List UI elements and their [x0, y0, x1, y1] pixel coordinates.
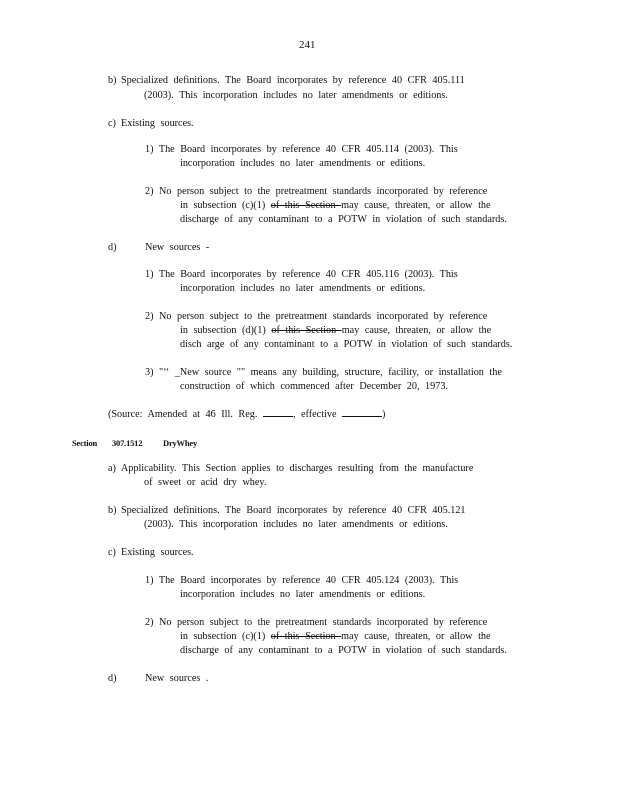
subsection-c-label: c)	[108, 547, 116, 558]
subsection-reference: in subsection (d)(1)	[180, 325, 266, 336]
subsection-reference: in subsection (c)(1)	[180, 631, 266, 642]
paragraph-d1-line-1: 1) The Board incorporates by reference 40 CFR 405.116 (2003). This	[145, 269, 458, 280]
source-note-close: )	[382, 409, 386, 420]
section-heading-number: 307.1512	[112, 438, 143, 448]
blank-register-page	[263, 407, 293, 417]
section-heading-label: Section	[72, 438, 98, 448]
defined-term: _New source ""	[174, 367, 246, 378]
struck-text: of this Section	[271, 325, 342, 336]
subsection-a-line-2: of sweet or acid dry whey.	[144, 477, 267, 488]
paragraph-d2-line-2	[180, 324, 491, 338]
paragraph-c2-line-3: discharge of any contaminant to a POTW in violation of such standards.	[180, 214, 507, 225]
paragraph-c1-line-2: incorporation includes no later amendments or editions.	[180, 158, 426, 169]
paragraph-c1-line-1: 1) The Board incorporates by reference 40 CFR 405.124 (2003). This	[145, 575, 459, 586]
struck-text: of this Section	[270, 200, 342, 211]
quote-marks: 3) "‘‘	[145, 367, 170, 378]
struck-text: of this Section	[270, 631, 342, 642]
section-heading-title: DryWhey	[163, 438, 198, 448]
subsection-b-line-1: Specialized definitions. The Board incorporates by reference 40 CFR 405.111	[121, 75, 465, 86]
subsection-b-label: b)	[108, 505, 117, 516]
paragraph-c2-line-2	[180, 630, 491, 644]
paragraph-c2-line-1: 2) No person subject to the pretreatment standards incorporated by reference	[145, 617, 488, 628]
paragraph-d3-line-2: construction of which commenced after December 20, 1973.	[180, 381, 448, 392]
subsection-c-label: c)	[108, 118, 116, 129]
paragraph-d1-line-2: incorporation includes no later amendments or editions.	[180, 283, 426, 294]
paragraph-c1-line-2: incorporation includes no later amendments or editions.	[180, 589, 426, 600]
subsection-b-line-1: Specialized definitions. The Board incorporates by reference 40 CFR 405.121	[121, 505, 466, 516]
subsection-c-heading: Existing sources.	[121, 547, 194, 558]
paragraph-c2-line-3: discharge of any contaminant to a POTW in violation of such standards.	[180, 645, 507, 656]
definition-text: means any building, structure, facility, or installation the	[250, 367, 502, 378]
subsection-d-heading: New sources .	[145, 673, 209, 684]
page-number: 241	[299, 39, 316, 51]
source-note	[108, 407, 385, 422]
subsection-b-label: b)	[108, 75, 117, 86]
paragraph-d2-line-1: 2) No person subject to the pretreatment standards incorporated by reference	[145, 311, 488, 322]
paragraph-c2-line-2	[180, 199, 491, 213]
subsection-c-heading: Existing sources.	[121, 118, 194, 129]
subsection-b-line-2: (2003). This incorporation includes no later amendments or editions.	[144, 90, 448, 101]
source-note-effective: , effective	[292, 409, 337, 420]
blank-effective-date	[342, 407, 382, 417]
paragraph-c2-line-1: 2) No person subject to the pretreatment standards incorporated by reference	[145, 186, 488, 197]
line-continuation: may cause, threaten, or allow the	[341, 200, 491, 211]
source-note-text: (Source: Amended at 46 Ill. Reg.	[108, 409, 258, 420]
subsection-reference: in subsection (c)(1)	[180, 200, 266, 211]
paragraph-d3-line-1	[145, 366, 502, 380]
subsection-d-heading: New sources -	[145, 242, 210, 253]
line-continuation: may cause, threaten, or allow the	[341, 325, 492, 336]
subsection-b-line-2: (2003). This incorporation includes no later amendments or editions.	[144, 519, 448, 530]
paragraph-d2-line-3: disch arge of any contaminant to a POTW in violation of such standards.	[180, 339, 513, 350]
paragraph-c1-line-1: 1) The Board incorporates by reference 40 CFR 405.114 (2003). This	[145, 144, 458, 155]
subsection-a-line-1: a) Applicability. This Section applies to discharges resulting from the manufacture	[108, 463, 474, 474]
subsection-d-label: d)	[108, 242, 117, 253]
line-continuation: may cause, threaten, or allow the	[341, 631, 491, 642]
subsection-d-label: d)	[108, 673, 117, 684]
